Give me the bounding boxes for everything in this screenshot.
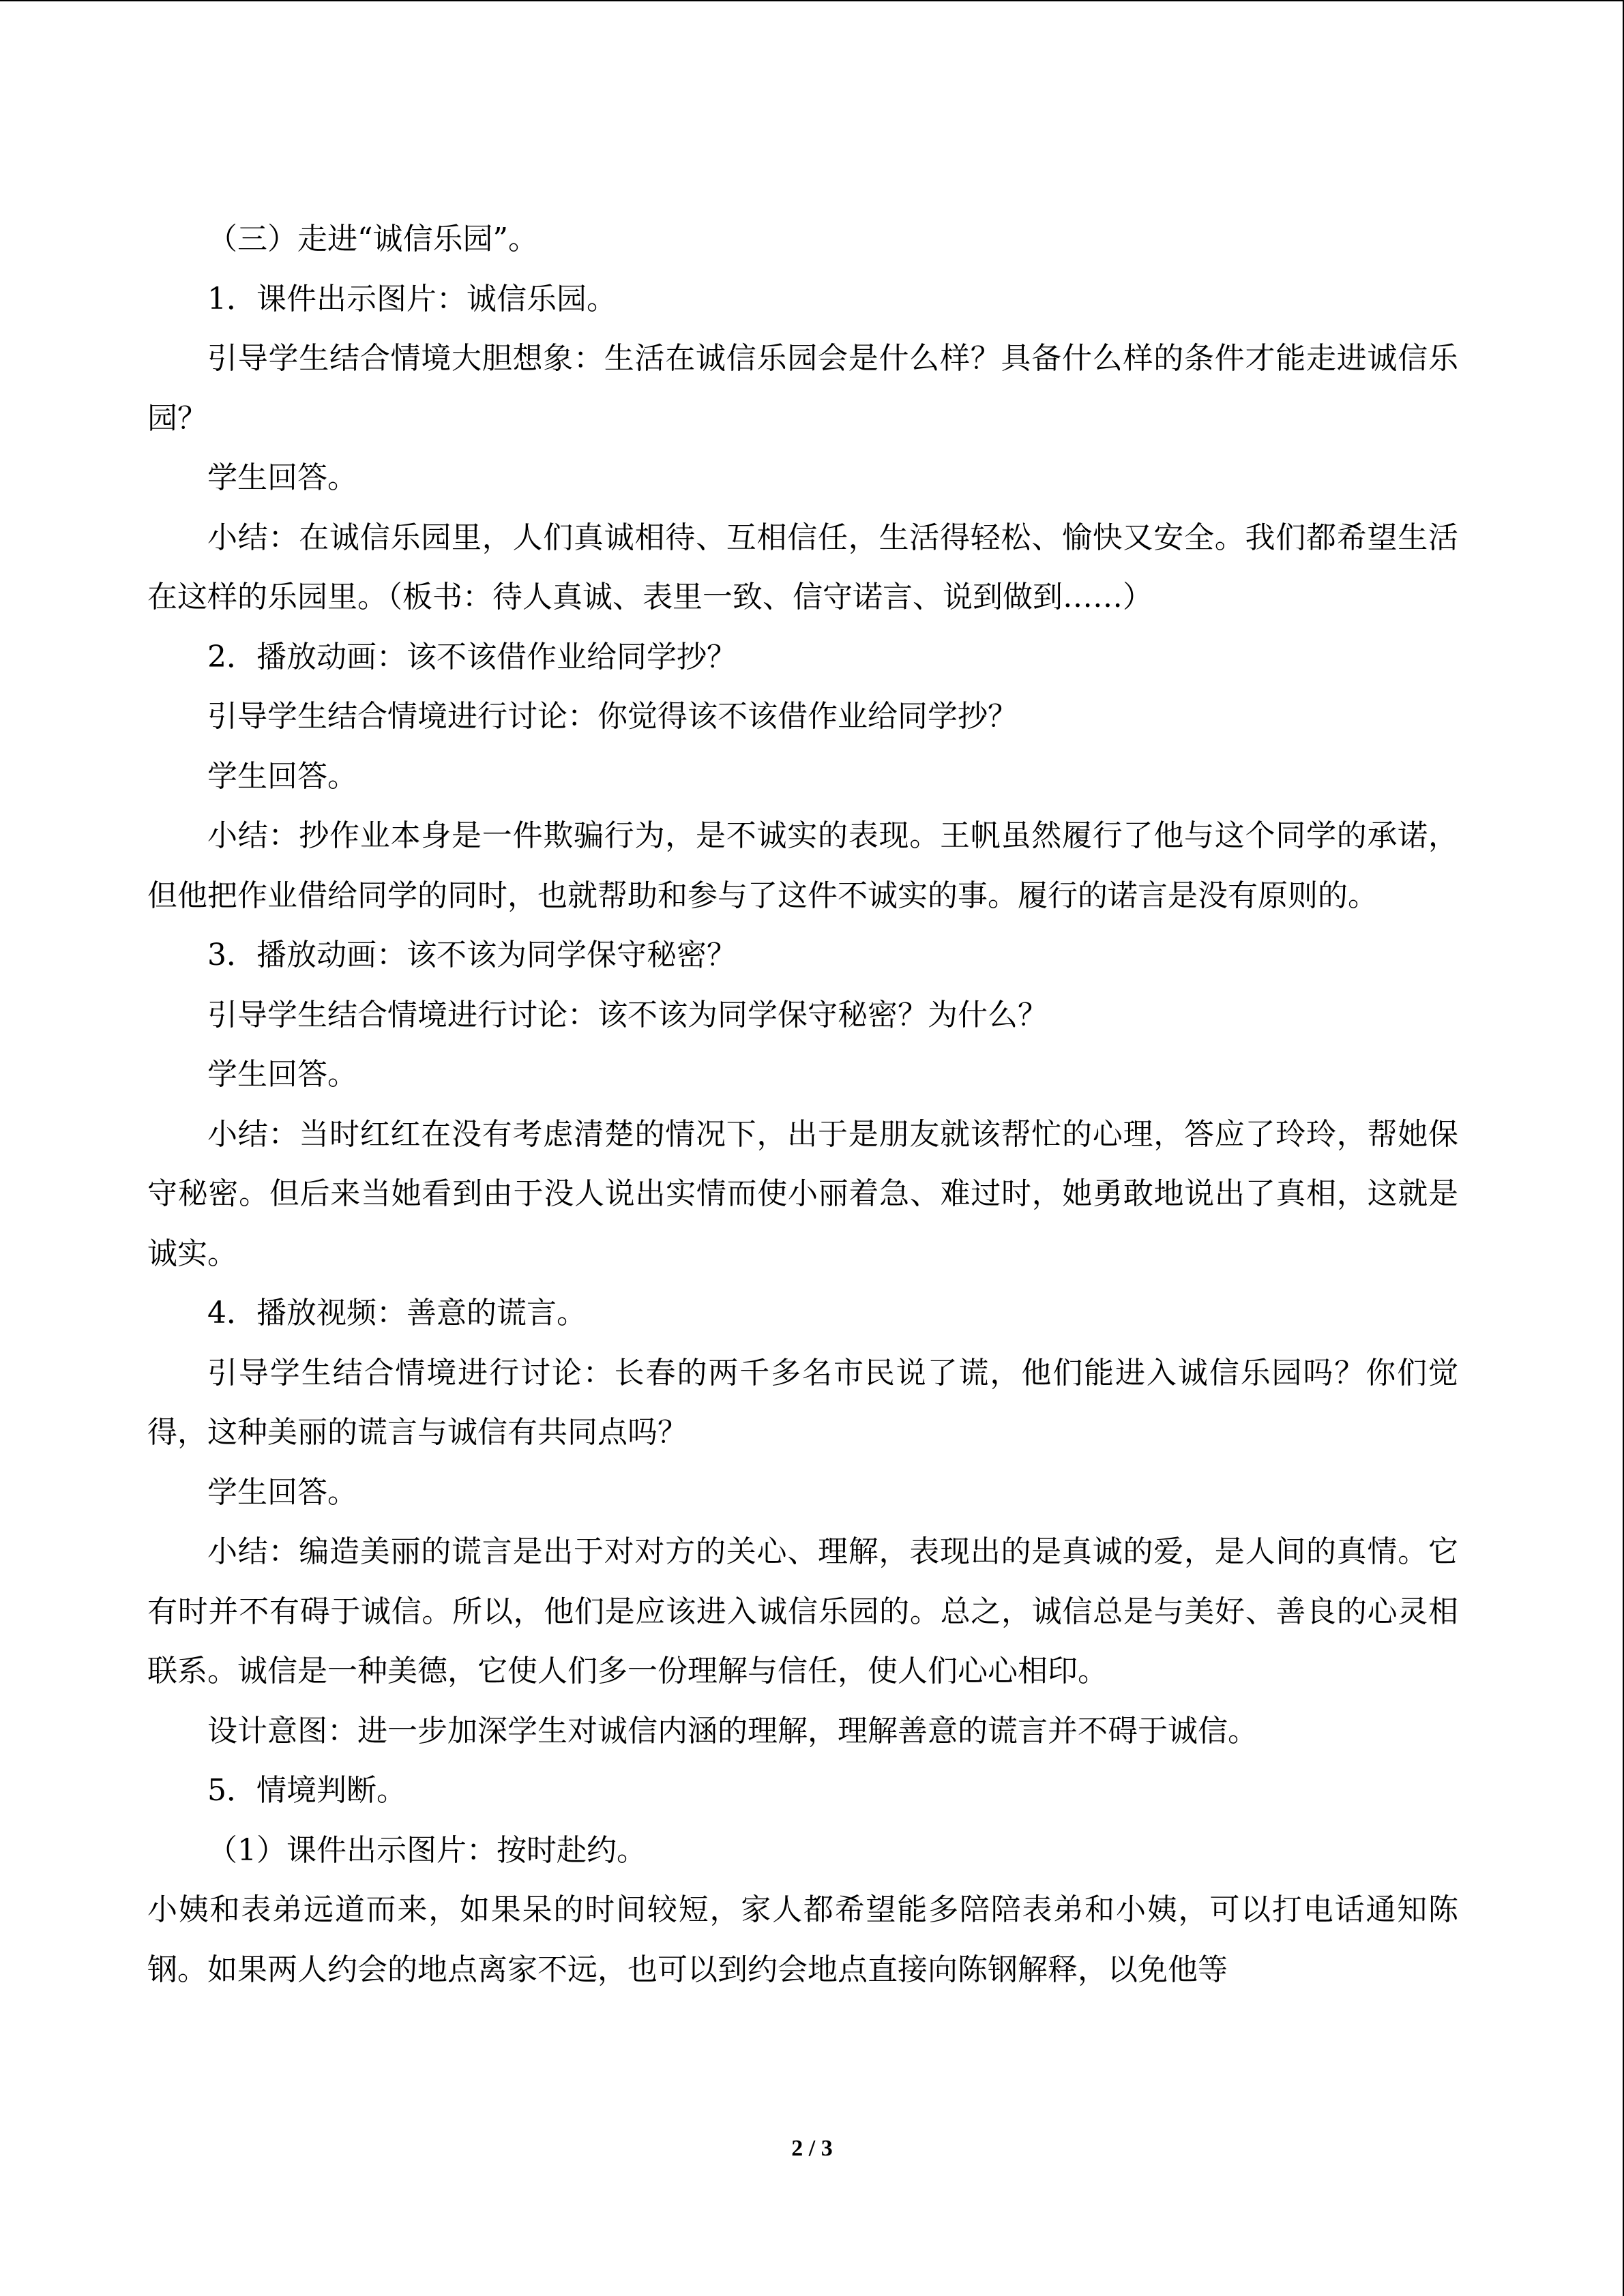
paragraph: 引导学生结合情境进行讨论：该不该为同学保守秘密？为什么？ [207, 997, 1048, 1032]
paragraph: 小姨和表弟远道而来，如果呆的时间较短，家人都希望能多陪陪表弟和小姨，可以打电话通知陈钢。如果两人约会的地点离家不远，也可以到约会地点直接向陈钢解释，以免他等 [147, 1892, 1458, 1987]
paragraph: 小结：抄作业本身是一件欺骗行为，是不诚实的表现。王帆虽然履行了他与这个同学的承诺，但他把作业借给同学的同时，也就帮助和参与了这件不诚实的事。履行的诺言是没有原则的。 [147, 818, 1458, 913]
paragraph: 小结：当时红红在没有考虑清楚的情况下，出于是朋友就该帮忙的心理，答应了玲玲，帮她保守秘密。但后来当她看到由于没人说出实情而使小丽着急、难过时，她勇敢地说出了真相，这就是诚实。 [147, 1116, 1458, 1271]
item-heading: 5．情境判断。 [207, 1773, 407, 1808]
paragraph: 设计意图：进一步加深学生对诚信内涵的理解，理解善意的谎言并不碍于诚信。 [207, 1713, 1258, 1748]
paragraph: 学生回答。 [207, 460, 357, 495]
paragraph: 学生回答。 [207, 1057, 357, 1092]
paragraph: 学生回答。 [207, 1474, 357, 1510]
page-number: 2 / 3 [791, 2136, 833, 2161]
document-body [147, 209, 1458, 1999]
item-heading: 4．播放视频：善意的谎言。 [207, 1296, 587, 1330]
section-heading: （三）走进“诚信乐园”。 [207, 222, 538, 256]
item-heading: 3．播放动画：该不该为同学保守秘密？ [207, 938, 737, 972]
sub-item-heading: （1）课件出示图片：按时赴约。 [207, 1832, 647, 1868]
paragraph: 引导学生结合情境进行讨论：长春的两千多名市民说了谎，他们能进入诚信乐园吗？你们觉得，这种美丽的谎言与诚信有共同点吗？ [147, 1355, 1458, 1450]
paragraph: 引导学生结合情境进行讨论：你觉得该不该借作业给同学抄？ [207, 699, 1018, 734]
item-heading: 2．播放动画：该不该借作业给同学抄？ [207, 639, 737, 674]
paragraph: 学生回答。 [207, 758, 357, 794]
paragraph: 小结：编造美丽的谎言是出于对对方的关心、理解，表现出的是真诚的爱，是人间的真情。它有时并不有碍于诚信。所以，他们是应该进入诚信乐园的。总之，诚信总是与美好、善良的心灵相联系。诚信是一种美德，它使人们多一份理解与信任，使人们心心相印。 [147, 1534, 1458, 1688]
item-heading: 1．课件出示图片：诚信乐园。 [207, 281, 617, 316]
paragraph: 小结：在诚信乐园里，人们真诚相待、互相信任，生活得轻松、愉快又安全。我们都希望生活在这样的乐园里。（板书：待人真诚、表里一致、信守诺言、说到做到……） [147, 520, 1458, 614]
paragraph: 引导学生结合情境大胆想象：生活在诚信乐园会是什么样？具备什么样的条件才能走进诚信乐园？ [147, 341, 1458, 436]
